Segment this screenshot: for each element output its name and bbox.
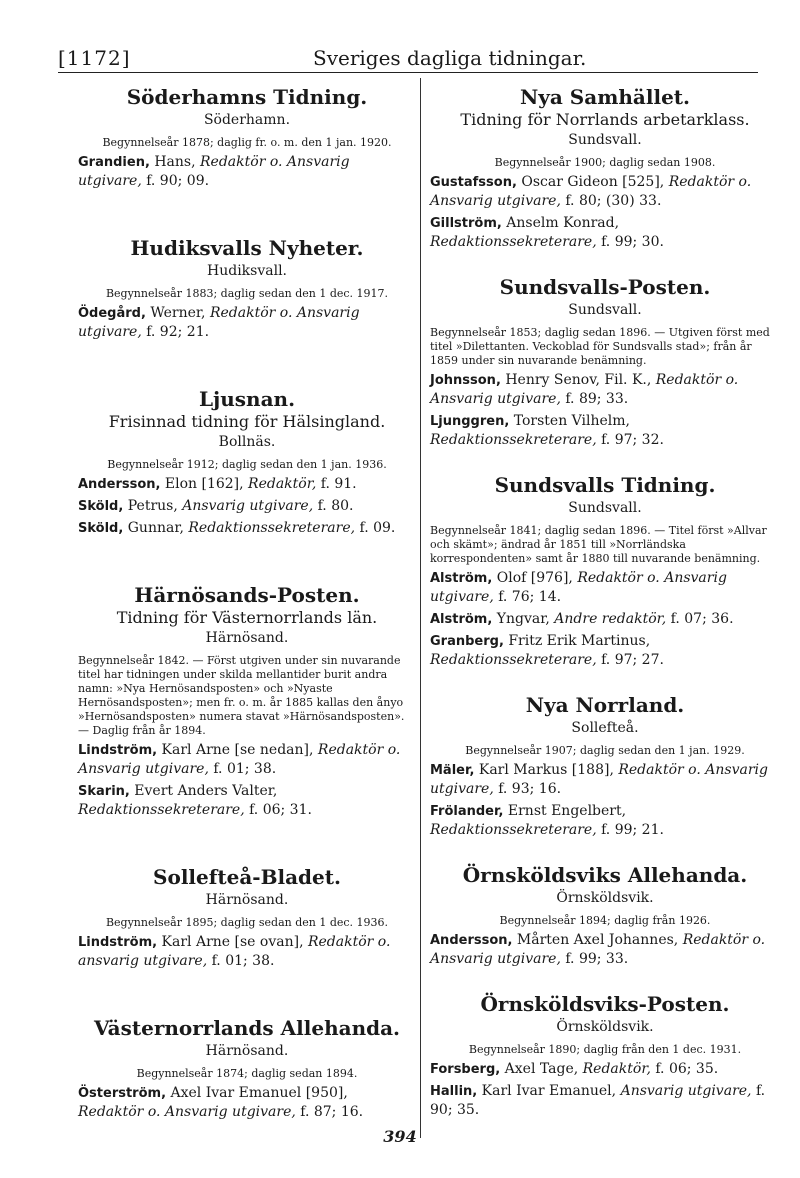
newspaper-subtitle: Frisinnad tidning för Hälsingland. <box>108 412 386 431</box>
page-code: [1172] <box>58 46 131 70</box>
staff-surname: Andersson, <box>430 933 513 948</box>
newspaper-title: Örnsköldsviks Allehanda. <box>462 863 748 887</box>
staff-entry <box>430 1060 780 1079</box>
staff-role: Andre redaktör, <box>554 611 667 627</box>
staff-role: Redaktör o. Ansvarig utgivare, <box>430 932 766 967</box>
staff-entry <box>430 173 780 211</box>
staff-surname: Lindström, <box>78 935 158 950</box>
newspaper-subtitle: Tidning för Västernorrlands län. <box>116 608 378 627</box>
running-title: Sveriges dagliga tidningar. <box>313 46 587 70</box>
founding-note: Begynnelseår 1912; daglig sedan den 1 jan. 1936. <box>107 458 387 471</box>
newspaper-entry <box>430 274 780 450</box>
newspaper-title: Söderhamns Tidning. <box>126 85 368 109</box>
staff-given-names: Anselm Konrad, <box>506 215 620 231</box>
newspaper-title: Sundsvalls-Posten. <box>499 275 711 299</box>
staff-years: f. 80; (30) 33. <box>560 193 662 209</box>
staff-years: f. 93; 16. <box>493 781 562 797</box>
staff-surname: Gustafsson, <box>430 175 517 190</box>
left-column <box>78 78 416 1122</box>
newspaper-city: Sollefteå. <box>571 720 639 736</box>
newspaper-title: Sundsvalls Tidning. <box>494 473 716 497</box>
right-column <box>430 78 780 1120</box>
staff-given-names: Elon [162], <box>164 476 249 492</box>
staff-role: Redaktionssekreterare, <box>430 822 597 838</box>
page-header <box>58 44 758 73</box>
staff-surname: Österström, <box>78 1086 167 1101</box>
staff-surname: Mäler, <box>430 763 475 778</box>
staff-years: f. 80. <box>313 498 354 514</box>
staff-surname: Skarin, <box>78 784 130 799</box>
staff-surname: Andersson, <box>78 477 161 492</box>
staff-role: Redaktör o. Ansvarig utgivare, <box>78 1104 296 1120</box>
newspaper-entry <box>430 472 780 670</box>
staff-given-names: Karl Arne [se ovan], <box>161 934 308 950</box>
staff-given-names: Oscar Gideon [525], <box>521 174 669 190</box>
staff-given-names: Olof [976], <box>496 570 578 586</box>
founding-note: Begynnelseår 1900; daglig sedan 1908. <box>494 156 716 169</box>
staff-entry <box>78 741 416 779</box>
staff-given-names: Axel Tage, <box>504 1061 583 1077</box>
staff-role: Ansvarig utgivare, <box>620 1083 752 1099</box>
staff-given-names: Karl Markus [188], <box>478 762 619 778</box>
staff-entry <box>430 412 780 450</box>
staff-given-names: Hans, <box>154 154 201 170</box>
staff-role: Redaktör o. Ansvarig utgivare, <box>78 305 360 340</box>
newspaper-city: Härnösand. <box>205 892 289 908</box>
newspaper-entry <box>78 386 416 538</box>
staff-years: f. 97; 32. <box>596 432 664 448</box>
founding-note: Begynnelseår 1883; daglig sedan den 1 dec. 1917. <box>105 287 389 300</box>
staff-role: Redaktör, <box>582 1061 651 1077</box>
staff-role: Redaktionssekreterare, <box>430 234 597 250</box>
staff-role: Redaktionssekreterare, <box>188 520 356 536</box>
page-number: 394 <box>383 1127 417 1146</box>
staff-given-names: Axel Ivar Emanuel [950], <box>170 1085 348 1101</box>
staff-surname: Johnsson, <box>430 373 501 388</box>
staff-years: f. 06; 35. <box>650 1061 719 1077</box>
staff-years: f. 99; 30. <box>596 234 664 250</box>
staff-entry <box>78 304 416 342</box>
staff-entry <box>78 933 416 971</box>
staff-role: Redaktör o. Ansvarig utgivare, <box>430 570 727 605</box>
staff-years: f. 92; 21. <box>141 324 210 340</box>
staff-entry <box>78 1084 416 1122</box>
staff-given-names: Gunnar, <box>127 520 189 536</box>
staff-role: Redaktör o. Ansvarig utgivare, <box>430 372 739 407</box>
staff-surname: Sköld, <box>78 521 124 536</box>
staff-entry <box>430 632 780 670</box>
staff-surname: Sköld, <box>78 499 124 514</box>
staff-role: Redaktionssekreterare, <box>430 652 597 668</box>
staff-surname: Hallin, <box>430 1084 478 1099</box>
newspaper-title: Sollefteå-Bladet. <box>153 865 341 889</box>
staff-entry <box>430 931 780 969</box>
staff-years: f. 09. <box>355 520 396 536</box>
newspaper-city: Örnsköldsvik. <box>556 1019 654 1035</box>
newspaper-title: Ljusnan. <box>198 387 296 411</box>
staff-given-names: Torsten Vilhelm, <box>513 413 631 429</box>
newspaper-city: Härnösand. <box>205 630 289 646</box>
newspaper-title: Västernorrlands Allehanda. <box>93 1016 401 1040</box>
staff-surname: Gillström, <box>430 216 502 231</box>
newspaper-title: Nya Samhället. <box>519 85 690 109</box>
staff-given-names: Yngvar, <box>496 611 555 627</box>
newspaper-subtitle: Tidning för Norrlands arbetarklass. <box>460 110 750 129</box>
staff-entry <box>430 761 780 799</box>
staff-role: Redaktör o. Ansvarig utgivare, <box>78 742 401 777</box>
staff-given-names: Fritz Erik Martinus, <box>508 633 651 649</box>
staff-role: Ansvarig utgivare, <box>182 498 314 514</box>
staff-surname: Forsberg, <box>430 1062 501 1077</box>
newspaper-entry <box>78 235 416 342</box>
newspaper-city: Söderhamn. <box>203 112 291 128</box>
staff-given-names: Werner, <box>150 305 210 321</box>
staff-years: f. 89; 33. <box>560 391 629 407</box>
founding-note: Begynnelseår 1842. — Först utgiven under sin nuvarande titel har tidningen under skilda mellantider burit andra namn: »Nya Hernösandsposten» och »Nyaste Hernösandsposten»; men fr. o. m. år 1885 kallas den ånyo »Hernösandsposten» numera stavat »Härnösandsposten». — Daglig från år 1894. <box>78 654 405 737</box>
staff-years: f. 97; 27. <box>596 652 664 668</box>
staff-entry <box>430 802 780 840</box>
staff-surname: Grandien, <box>78 155 150 170</box>
newspaper-city: Hudiksvall. <box>207 263 287 279</box>
newspaper-city: Härnösand. <box>205 1043 289 1059</box>
newspaper-city: Sundsvall. <box>568 132 642 148</box>
staff-years: f. 87; 16. <box>295 1104 364 1120</box>
founding-note: Begynnelseår 1853; daglig sedan 1896. — Utgiven först med titel »Dilettanten. Veckoblad för Sundsvalls stad»; från år 1859 under sin nuvarande benämning. <box>430 326 770 367</box>
staff-entry <box>430 1082 780 1120</box>
staff-entry <box>430 610 780 629</box>
staff-entry <box>78 475 416 494</box>
founding-note: Begynnelseår 1895; daglig sedan den 1 dec. 1936. <box>105 916 389 929</box>
staff-years: f. 06; 31. <box>244 802 312 818</box>
staff-years: f. 99; 21. <box>596 822 664 838</box>
staff-role: Redaktör o. Ansvarig utgivare, <box>430 762 768 797</box>
staff-entry <box>430 214 780 252</box>
staff-given-names: Mårten Axel Johannes, <box>516 932 683 948</box>
newspaper-entry <box>78 582 416 820</box>
staff-entry <box>78 519 416 538</box>
founding-note: Begynnelseår 1841; daglig sedan 1896. — Titel först »Allvar och skämt»; ändrad år 1851 till »Norrländska korrespondenten» samt år 1880 till nuvarande benämning. <box>430 524 767 565</box>
column-divider <box>420 78 421 1138</box>
newspaper-entry <box>78 1015 416 1122</box>
founding-note: Begynnelseår 1878; daglig fr. o. m. den 1 jan. 1920. <box>102 136 392 149</box>
staff-given-names: Evert Anders Valter, <box>134 783 278 799</box>
founding-note: Begynnelseår 1890; daglig från den 1 dec. 1931. <box>468 1043 742 1056</box>
staff-surname: Ljunggren, <box>430 414 510 429</box>
newspaper-title: Hudiksvalls Nyheter. <box>130 236 364 260</box>
founding-note: Begynnelseår 1894; daglig från 1926. <box>499 914 711 927</box>
staff-role: Redaktör o. Ansvarig utgivare, <box>430 174 752 209</box>
staff-entry <box>78 782 416 820</box>
staff-given-names: Ernst Engelbert, <box>507 803 627 819</box>
staff-surname: Alström, <box>430 612 493 627</box>
staff-years: f. 76; 14. <box>493 589 562 605</box>
staff-surname: Granberg, <box>430 634 504 649</box>
staff-given-names: Petrus, <box>127 498 183 514</box>
newspaper-city: Bollnäs. <box>218 434 276 450</box>
newspaper-city: Sundsvall. <box>568 500 642 516</box>
newspaper-entry <box>430 84 780 252</box>
newspaper-title: Härnösands-Posten. <box>134 583 360 607</box>
staff-entry <box>78 153 416 191</box>
newspaper-entry <box>430 991 780 1120</box>
staff-surname: Frölander, <box>430 804 504 819</box>
newspaper-entry <box>78 84 416 191</box>
staff-surname: Alström, <box>430 571 493 586</box>
staff-years: f. 90; 09. <box>141 173 210 189</box>
staff-years: f. 01; 38. <box>207 953 275 969</box>
newspaper-title: Örnsköldsviks-Posten. <box>480 992 730 1016</box>
staff-role: Redaktionssekreterare, <box>430 432 597 448</box>
staff-years: f. 91. <box>316 476 357 492</box>
newspaper-city: Örnsköldsvik. <box>556 890 654 906</box>
staff-entry <box>78 497 416 516</box>
staff-role: Redaktionssekreterare, <box>78 802 245 818</box>
founding-note: Begynnelseår 1907; daglig sedan den 1 jan. 1929. <box>465 744 745 757</box>
staff-entry <box>430 371 780 409</box>
staff-role: Redaktör o. ansvarig utgivare, <box>78 934 391 969</box>
newspaper-entry <box>430 862 780 969</box>
newspaper-title: Nya Norrland. <box>525 693 685 717</box>
staff-years: f. 07; 36. <box>666 611 734 627</box>
staff-role: Redaktör, <box>248 476 317 492</box>
staff-years: f. 01; 38. <box>208 761 277 777</box>
staff-role: Redaktör o. Ansvarig utgivare, <box>78 154 350 189</box>
founding-note: Begynnelseår 1874; daglig sedan 1894. <box>136 1067 358 1080</box>
staff-surname: Ödegård, <box>78 306 146 321</box>
staff-surname: Lindström, <box>78 743 158 758</box>
newspaper-city: Sundsvall. <box>568 302 642 318</box>
newspaper-entry <box>78 864 416 971</box>
newspaper-entry <box>430 692 780 840</box>
staff-given-names: Karl Ivar Emanuel, <box>481 1083 621 1099</box>
staff-entry <box>430 569 780 607</box>
staff-years: f. 99; 33. <box>560 951 629 967</box>
staff-given-names: Karl Arne [se nedan], <box>161 742 318 758</box>
staff-given-names: Henry Senov, Fil. K., <box>505 372 656 388</box>
staff-years: f. 90; 35. <box>430 1083 766 1118</box>
